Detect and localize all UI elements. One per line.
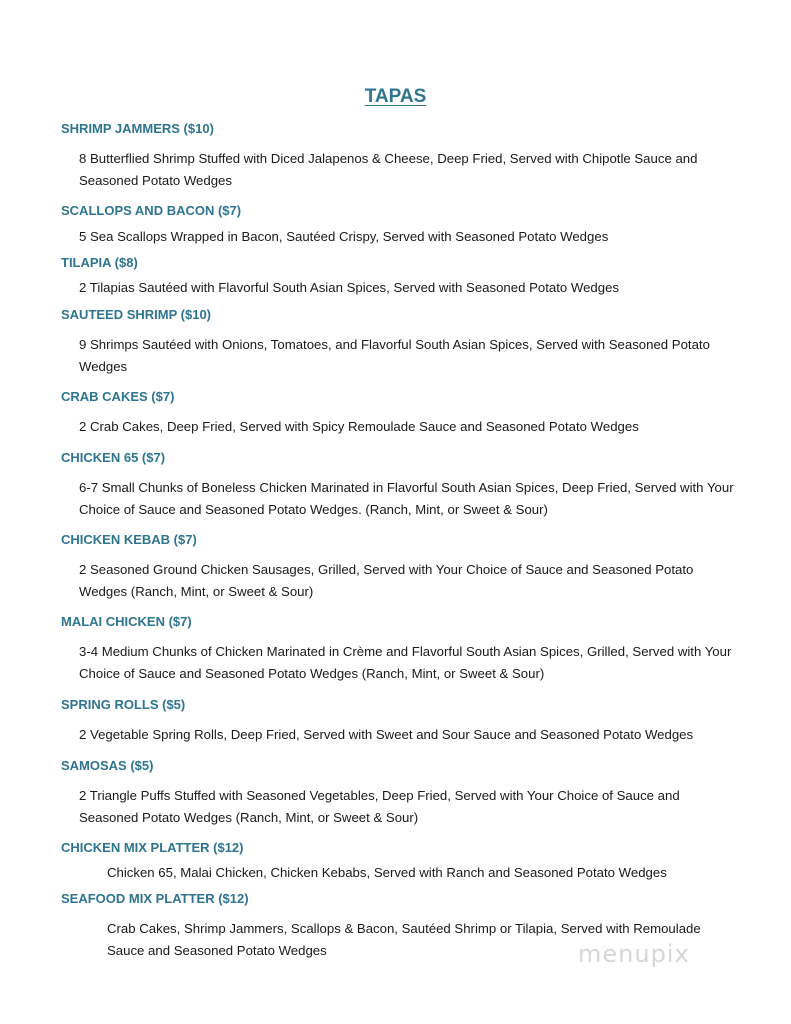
- menu-item-description: 2 Seasoned Ground Chicken Sausages, Grilled, Served with Your Choice of Sauce and Seasoned Potato Wedges (Ranch, Mint, or Sweet & Sour): [79, 562, 694, 599]
- menu-item-description: 2 Crab Cakes, Deep Fried, Served with Spicy Remoulade Sauce and Seasoned Potato Wedges: [79, 419, 639, 434]
- menu-item-name: TILAPIA ($8): [61, 255, 138, 270]
- menu-item-name: SHRIMP JAMMERS ($10): [61, 121, 214, 136]
- menu-item-description: 6-7 Small Chunks of Boneless Chicken Marinated in Flavorful South Asian Spices, Deep Fried, Served with Your Choice of Sauce and Seasoned Potato Wedges. (Ranch, Mint, or Sweet & Sour): [79, 480, 734, 517]
- menu-item-description: 5 Sea Scallops Wrapped in Bacon, Sautéed Crispy, Served with Seasoned Potato Wedges: [79, 229, 609, 244]
- menu-item-name: CHICKEN 65 ($7): [61, 450, 166, 465]
- menu-item-name: SEAFOOD MIX PLATTER ($12): [61, 891, 249, 906]
- menu-item-name: CHICKEN KEBAB ($7): [61, 532, 197, 547]
- menu-item-description: Chicken 65, Malai Chicken, Chicken Kebabs, Served with Ranch and Seasoned Potato Wedges: [107, 865, 667, 880]
- menu-item-description: 2 Tilapias Sautéed with Flavorful South Asian Spices, Served with Seasoned Potato Wedges: [79, 280, 620, 295]
- menu-item-description: 3-4 Medium Chunks of Chicken Marinated in Crème and Flavorful South Asian Spices, Grilled, Served with Your Choice of Sauce and Seasoned Potato Wedges (Ranch, Mint, or Sweet & Sour): [79, 644, 732, 681]
- menu-item-name: SCALLOPS AND BACON ($7): [61, 203, 242, 218]
- watermark-logo: menupix: [578, 940, 690, 968]
- menu-item-name: SPRING ROLLS ($5): [61, 697, 186, 712]
- menu-item-description: 9 Shrimps Sautéed with Onions, Tomatoes, and Flavorful South Asian Spices, Served with Seasoned Potato Wedges: [79, 337, 710, 374]
- menu-item-name: SAMOSAS ($5): [61, 758, 154, 773]
- menu-item-description: Crab Cakes, Shrimp Jammers, Scallops & Bacon, Sautéed Shrimp or Tilapia, Served with Remoulade Sauce and Seasoned Potato Wedges: [107, 921, 701, 958]
- menu-item-description: 2 Vegetable Spring Rolls, Deep Fried, Served with Sweet and Sour Sauce and Seasoned Potato Wedges: [79, 727, 694, 742]
- menu-item-description: 8 Butterflied Shrimp Stuffed with Diced Jalapenos & Cheese, Deep Fried, Served with Chipotle Sauce and Seasoned Potato Wedges: [79, 151, 698, 188]
- menu-item-name: MALAI CHICKEN ($7): [61, 614, 192, 629]
- menu-item-name: CHICKEN MIX PLATTER ($12): [61, 840, 244, 855]
- menu-item-name: CRAB CAKES ($7): [61, 389, 175, 404]
- page-title: TAPAS: [364, 86, 427, 107]
- menu-item-name: SAUTEED SHRIMP ($10): [61, 307, 212, 322]
- menu-item-description: 2 Triangle Puffs Stuffed with Seasoned Vegetables, Deep Fried, Served with Your Choice of Sauce and Seasoned Potato Wedges (Ranch, Mint, or Sweet & Sour): [79, 788, 680, 825]
